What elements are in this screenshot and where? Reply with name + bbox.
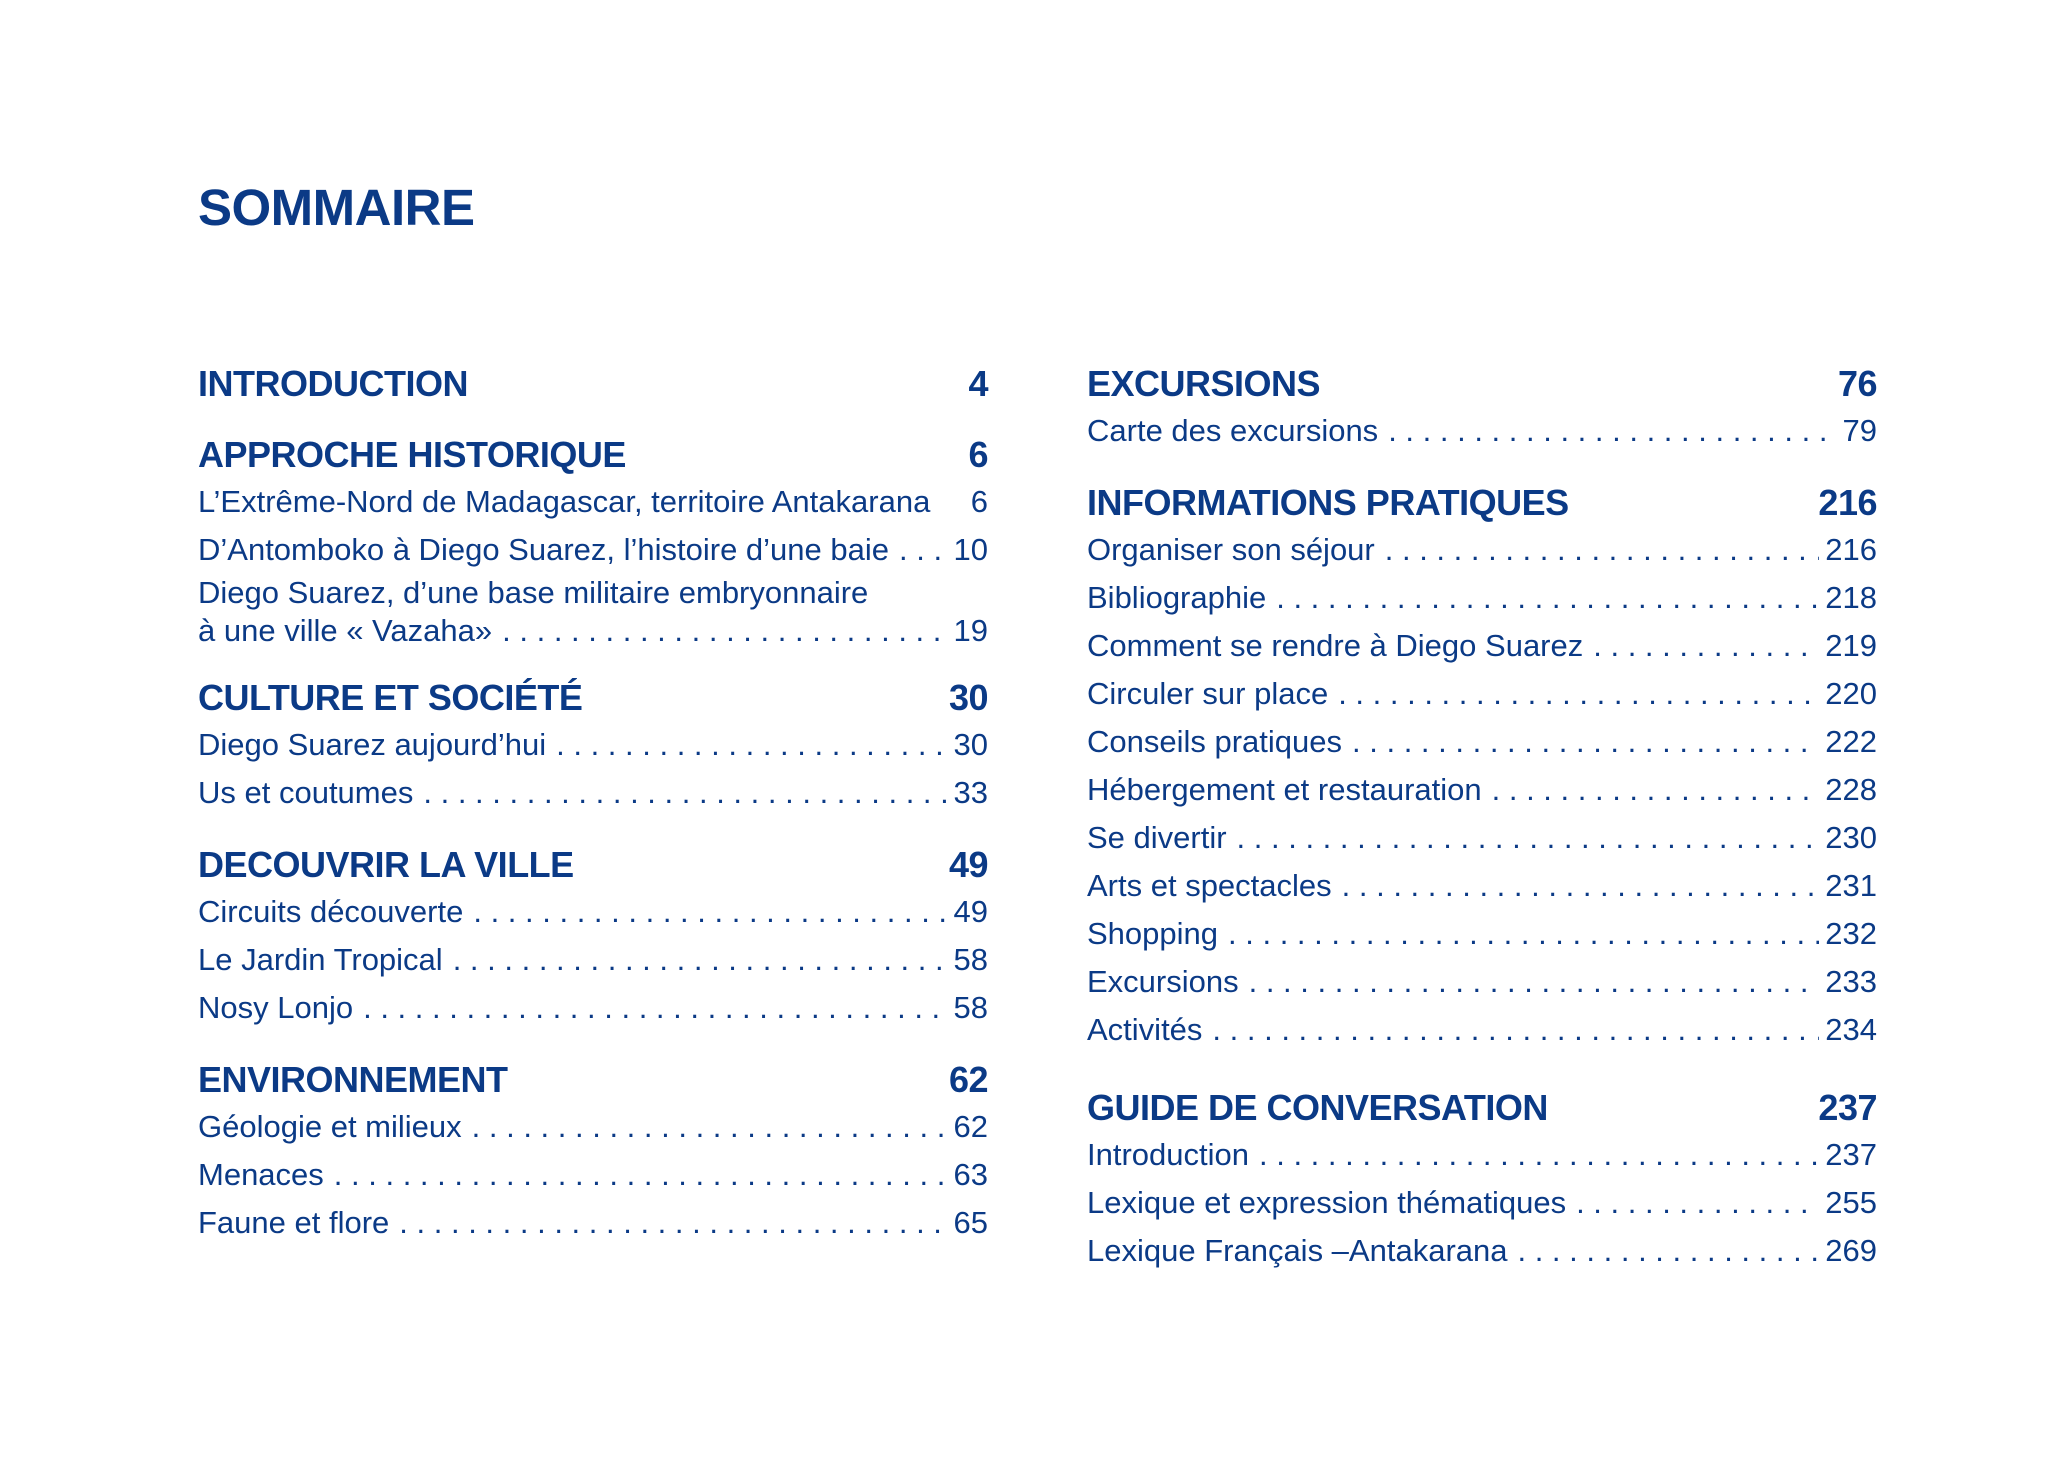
entry-label: D’Antomboko à Diego Suarez, l’histoire d’une baie	[198, 526, 899, 574]
section-title: ENVIRONNEMENT	[198, 1059, 508, 1100]
section-page: 4	[968, 363, 988, 404]
dot-leader	[1237, 814, 1820, 862]
toc-entry[interactable]	[198, 1199, 988, 1247]
section-title: EXCURSIONS	[1087, 363, 1321, 404]
section-title: GUIDE DE CONVERSATION	[1087, 1087, 1548, 1128]
section-heading[interactable]	[1087, 479, 1877, 526]
toc-left-column	[198, 360, 988, 1247]
section-title: INTRODUCTION	[198, 363, 468, 404]
dot-leader	[1593, 622, 1819, 670]
entry-page: 6	[970, 484, 988, 519]
entry-label: L’Extrême-Nord de Madagascar, territoire Antakarana	[198, 478, 940, 526]
entry-page: 10	[953, 532, 988, 567]
entry-label-line1: Diego Suarez, d’une base militaire embryonnaire	[198, 575, 869, 610]
dot-leader	[1492, 766, 1820, 814]
entry-page: 58	[953, 990, 988, 1025]
dot-leader	[1517, 1227, 1819, 1275]
toc-entry[interactable]	[1087, 1006, 1877, 1054]
section-title: CULTURE ET SOCIÉTÉ	[198, 677, 583, 718]
section-page: 49	[948, 844, 988, 885]
entry-page: 219	[1825, 628, 1877, 663]
entry-label: Bibliographie	[1087, 574, 1276, 622]
entry-page: 230	[1825, 820, 1877, 855]
entry-page: 19	[953, 613, 988, 648]
dot-leader	[399, 1199, 947, 1247]
toc-entry[interactable]	[198, 478, 988, 526]
entry-page: 255	[1825, 1185, 1877, 1220]
section-page: 6	[968, 434, 988, 475]
dot-leader	[1276, 574, 1819, 622]
entry-page: 62	[953, 1109, 988, 1144]
toc-entry[interactable]	[1087, 1179, 1877, 1227]
entry-label: Us et coutumes	[198, 769, 423, 817]
entry-label: Diego Suarez aujourd’hui	[198, 721, 556, 769]
entry-label: Introduction	[1087, 1131, 1259, 1179]
entry-page: 269	[1825, 1233, 1877, 1268]
entry-label: Arts et spectacles	[1087, 862, 1342, 910]
page-title: SOMMAIRE	[198, 179, 475, 236]
toc-entry[interactable]	[198, 888, 988, 936]
entry-label: Le Jardin Tropical	[198, 936, 453, 984]
toc-entry[interactable]	[1087, 1227, 1877, 1275]
entry-label: Faune et flore	[198, 1199, 399, 1247]
section-page: 237	[1818, 1087, 1877, 1128]
section-title: DECOUVRIR LA VILLE	[198, 844, 574, 885]
entry-page: 222	[1825, 724, 1877, 759]
section-page: 216	[1818, 482, 1877, 523]
entry-page: 233	[1825, 964, 1877, 999]
entry-label: Géologie et milieux	[198, 1103, 472, 1151]
section-heading[interactable]	[198, 1056, 988, 1103]
dot-leader	[334, 1151, 948, 1199]
entry-page: 58	[953, 942, 988, 977]
toc-entry[interactable]	[198, 721, 988, 769]
toc-section-introduction	[198, 360, 988, 407]
dot-leader	[1385, 526, 1820, 574]
dot-leader	[1388, 407, 1836, 455]
dot-leader	[363, 984, 947, 1032]
dot-leader	[1259, 1131, 1819, 1179]
entry-page: 63	[953, 1157, 988, 1192]
toc-entry[interactable]	[1087, 670, 1877, 718]
dot-leader	[899, 526, 948, 574]
toc-entry[interactable]	[198, 1103, 988, 1151]
entry-page: 218	[1825, 580, 1877, 615]
entry-page: 228	[1825, 772, 1877, 807]
entry-label: Lexique Français –Antakarana	[1087, 1227, 1517, 1275]
toc-entry[interactable]	[1087, 910, 1877, 958]
dot-leader	[502, 612, 947, 650]
section-heading[interactable]	[198, 674, 988, 721]
toc-entry[interactable]	[1087, 766, 1877, 814]
dot-leader	[1342, 862, 1820, 910]
toc-entry[interactable]	[1087, 1131, 1877, 1179]
dot-leader	[1352, 718, 1819, 766]
entry-label: Hébergement et restauration	[1087, 766, 1492, 814]
entry-page: 33	[953, 775, 988, 810]
entry-label: Organiser son séjour	[1087, 526, 1385, 574]
section-page: 76	[1837, 363, 1877, 404]
toc-entry[interactable]	[198, 574, 988, 650]
toc-entry[interactable]	[198, 936, 988, 984]
dot-leader	[453, 936, 948, 984]
entry-label: Excursions	[1087, 958, 1249, 1006]
toc-section-excursions	[1087, 360, 1877, 455]
section-title: APPROCHE HISTORIQUE	[198, 434, 626, 475]
dot-leader	[423, 769, 947, 817]
entry-label: Lexique et expression thématiques	[1087, 1179, 1576, 1227]
dot-leader	[1228, 910, 1819, 958]
entry-label: Nosy Lonjo	[198, 984, 363, 1032]
toc-section-approche-historique	[198, 431, 988, 650]
toc-entry[interactable]	[1087, 958, 1877, 1006]
entry-page: 237	[1825, 1137, 1877, 1172]
toc-section-informations-pratiques	[1087, 479, 1877, 1054]
entry-page: 30	[953, 727, 988, 762]
dot-leader	[1212, 1006, 1819, 1054]
entry-label: Activités	[1087, 1006, 1212, 1054]
dot-leader	[1338, 670, 1819, 718]
section-heading[interactable]	[198, 841, 988, 888]
entry-label: Circuits découverte	[198, 888, 473, 936]
section-heading[interactable]	[1087, 360, 1877, 407]
toc-section-decouvrir-la-ville	[198, 841, 988, 1032]
toc-entry[interactable]	[1087, 526, 1877, 574]
dot-leader	[473, 888, 947, 936]
section-heading[interactable]	[198, 431, 988, 478]
entry-label: Comment se rendre à Diego Suarez	[1087, 622, 1593, 670]
section-heading[interactable]	[198, 360, 988, 407]
toc-entry[interactable]	[198, 769, 988, 817]
toc-entry[interactable]	[1087, 407, 1877, 455]
entry-page: 216	[1825, 532, 1877, 567]
section-page: 62	[948, 1059, 988, 1100]
entry-label: Conseils pratiques	[1087, 718, 1352, 766]
toc-entry[interactable]	[1087, 574, 1877, 622]
entry-page: 231	[1825, 868, 1877, 903]
dot-leader	[472, 1103, 948, 1151]
toc-entry[interactable]	[1087, 622, 1877, 670]
dot-leader	[1249, 958, 1820, 1006]
toc-entry[interactable]	[1087, 814, 1877, 862]
section-heading[interactable]	[1087, 1084, 1877, 1131]
toc-entry[interactable]	[198, 1151, 988, 1199]
entry-label: Shopping	[1087, 910, 1228, 958]
entry-page: 65	[953, 1205, 988, 1240]
toc-section-culture-et-societe	[198, 674, 988, 817]
entry-label-line2: à une ville « Vazaha»	[198, 612, 502, 650]
dot-leader	[1576, 1179, 1819, 1227]
toc-section-guide-de-conversation	[1087, 1084, 1877, 1275]
entry-label: Menaces	[198, 1151, 334, 1199]
toc-entry[interactable]	[198, 526, 988, 574]
entry-page: 232	[1825, 916, 1877, 951]
toc-entry[interactable]	[1087, 862, 1877, 910]
section-title: INFORMATIONS PRATIQUES	[1087, 482, 1569, 523]
toc-entry[interactable]	[198, 984, 988, 1032]
entry-label: Se divertir	[1087, 814, 1237, 862]
toc-entry[interactable]	[1087, 718, 1877, 766]
toc-section-environnement	[198, 1056, 988, 1247]
entry-page: 79	[1842, 413, 1877, 448]
dot-leader	[556, 721, 947, 769]
entry-page: 220	[1825, 676, 1877, 711]
toc-right-column	[1087, 360, 1877, 1275]
entry-page: 49	[953, 894, 988, 929]
entry-label: Circuler sur place	[1087, 670, 1338, 718]
section-page: 30	[948, 677, 988, 718]
entry-label: Carte des excursions	[1087, 407, 1388, 455]
entry-page: 234	[1825, 1012, 1877, 1047]
